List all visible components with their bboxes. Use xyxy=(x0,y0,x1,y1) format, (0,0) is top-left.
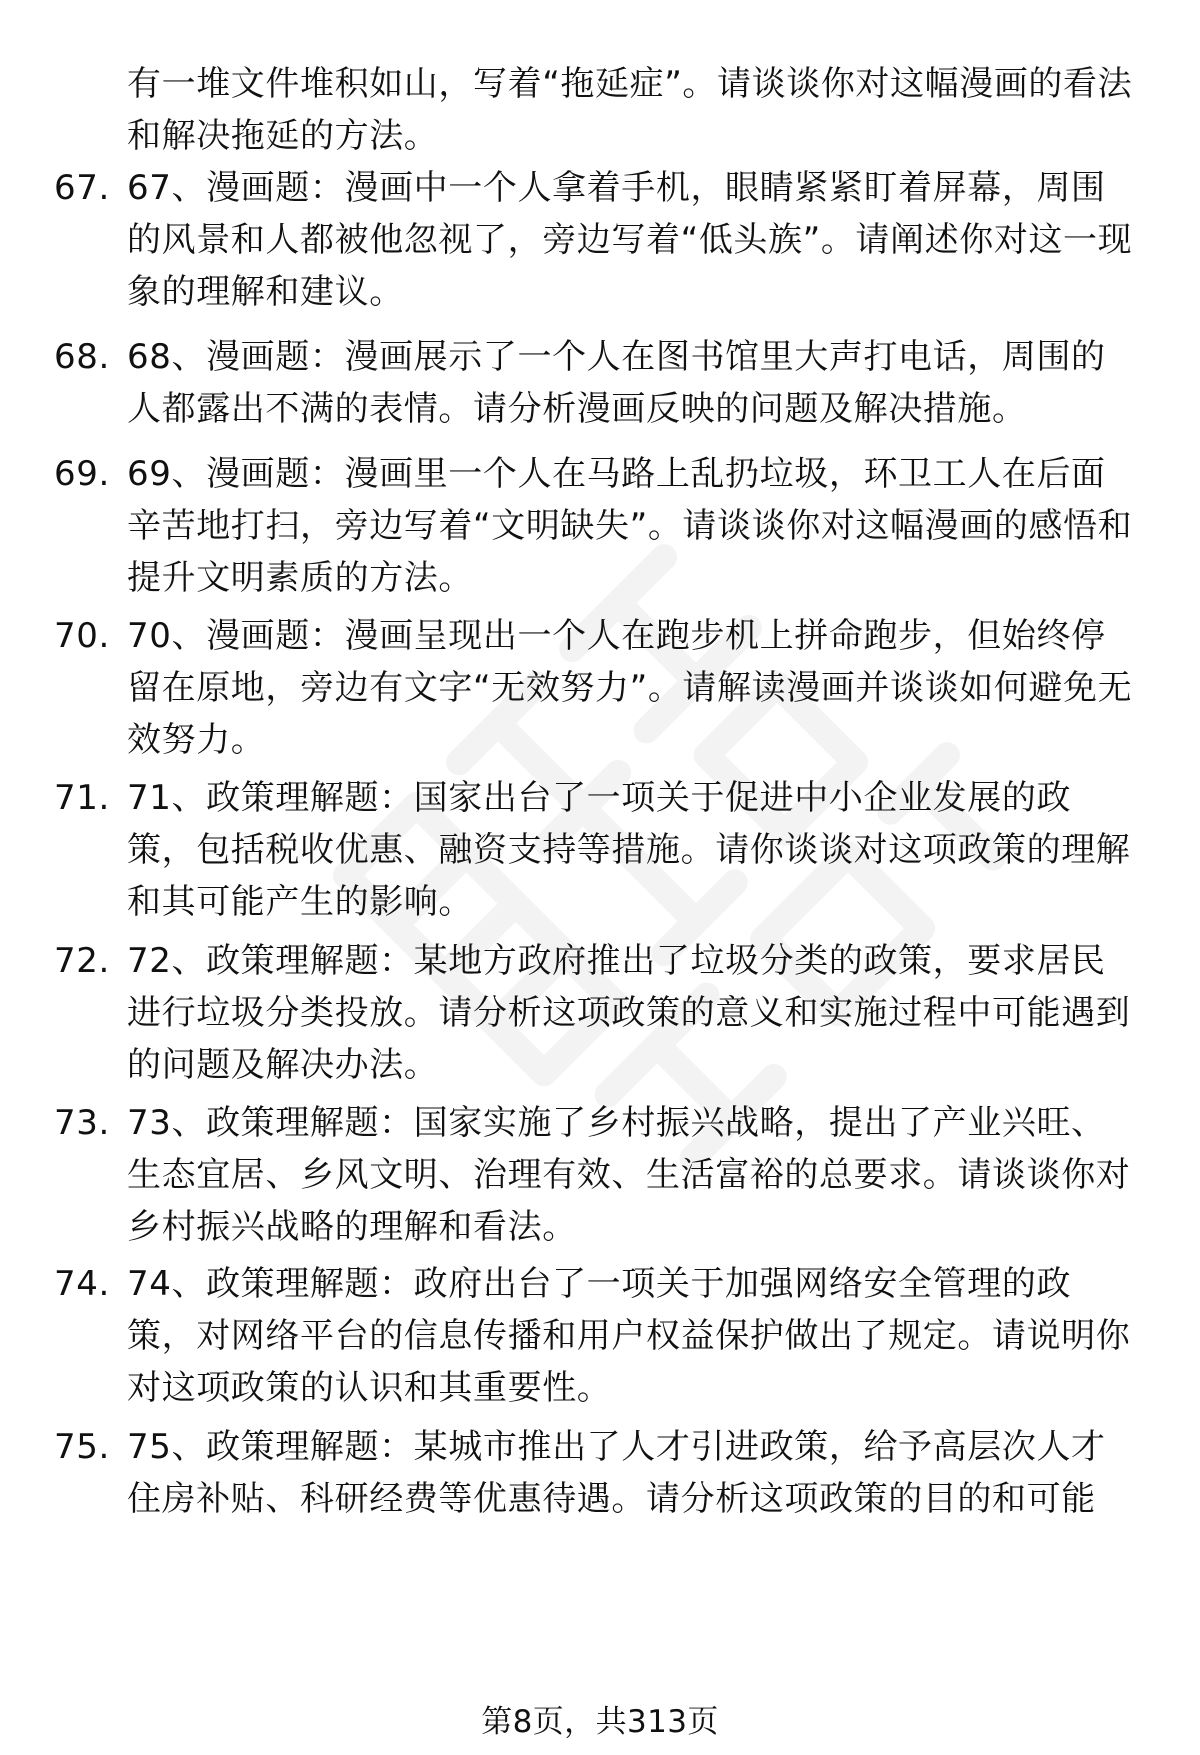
question-text: 74、政策理解题：政府出台了一项关于加强网络安全管理的政策，对网络平台的信息传播和用户权益保护做出了规定。请说明你对这项政策的认识和其重要性。 xyxy=(127,1264,1131,1408)
question-text: 70、漫画题：漫画呈现出一个人在跑步机上拼命跑步，但始终停留在原地，旁边有文字“无效努力”。请解读漫画并谈谈如何避免无效努力。 xyxy=(127,616,1133,760)
continued-question-text: 有一堆文件堆积如山，写着“拖延症”。请谈谈你对这幅漫画的看法和解决拖延的方法。 xyxy=(127,64,1133,156)
question-number: 75. xyxy=(54,1427,110,1467)
question-number: 73. xyxy=(54,1103,110,1143)
question-item-73 xyxy=(54,1097,1144,1253)
question-item-70 xyxy=(54,610,1144,766)
question-number: 67. xyxy=(54,168,110,208)
question-number: 69. xyxy=(54,454,110,494)
question-number: 68. xyxy=(54,337,110,377)
question-text: 72、政策理解题：某地方政府推出了垃圾分类的政策，要求居民进行垃圾分类投放。请分析这项政策的意义和实施过程中可能遇到的问题及解决办法。 xyxy=(127,941,1131,1085)
question-item-68 xyxy=(54,331,1144,435)
question-text: 68、漫画题：漫画展示了一个人在图书馆里大声打电话，周围的人都露出不满的表情。请分析漫画反映的问题及解决措施。 xyxy=(127,337,1106,429)
question-item-74 xyxy=(54,1258,1144,1414)
question-item-72 xyxy=(54,935,1144,1091)
question-number: 70. xyxy=(54,616,110,656)
question-number: 71. xyxy=(54,778,110,818)
question-text: 71、政策理解题：国家出台了一项关于促进中小企业发展的政策，包括税收优惠、融资支持等措施。请你谈谈对这项政策的理解和其可能产生的影响。 xyxy=(127,778,1131,922)
question-item-67 xyxy=(54,162,1144,318)
question-item-71 xyxy=(54,772,1144,928)
page-footer: 第8页，共313页 xyxy=(481,1704,719,1740)
question-text: 67、漫画题：漫画中一个人拿着手机，眼睛紧紧盯着屏幕，周围的风景和人都被他忽视了，旁边写着“低头族”。请阐述你对这一现象的理解和建议。 xyxy=(127,168,1133,312)
question-number: 74. xyxy=(54,1264,110,1304)
question-text: 73、政策理解题：国家实施了乡村振兴战略，提出了产业兴旺、生态宜居、乡风文明、治理有效、生活富裕的总要求。请谈谈你对乡村振兴战略的理解和看法。 xyxy=(127,1103,1131,1247)
question-number: 72. xyxy=(54,941,110,981)
question-item-69 xyxy=(54,448,1144,604)
question-text: 69、漫画题：漫画里一个人在马路上乱扔垃圾，环卫工人在后面辛苦地打扫，旁边写着“文明缺失”。请谈谈你对这幅漫画的感悟和提升文明素质的方法。 xyxy=(127,454,1133,598)
question-item-75 xyxy=(54,1421,1144,1525)
question-text: 75、政策理解题：某城市推出了人才引进政策，给予高层次人才住房补贴、科研经费等优惠待遇。请分析这项政策的目的和可能 xyxy=(127,1427,1106,1519)
